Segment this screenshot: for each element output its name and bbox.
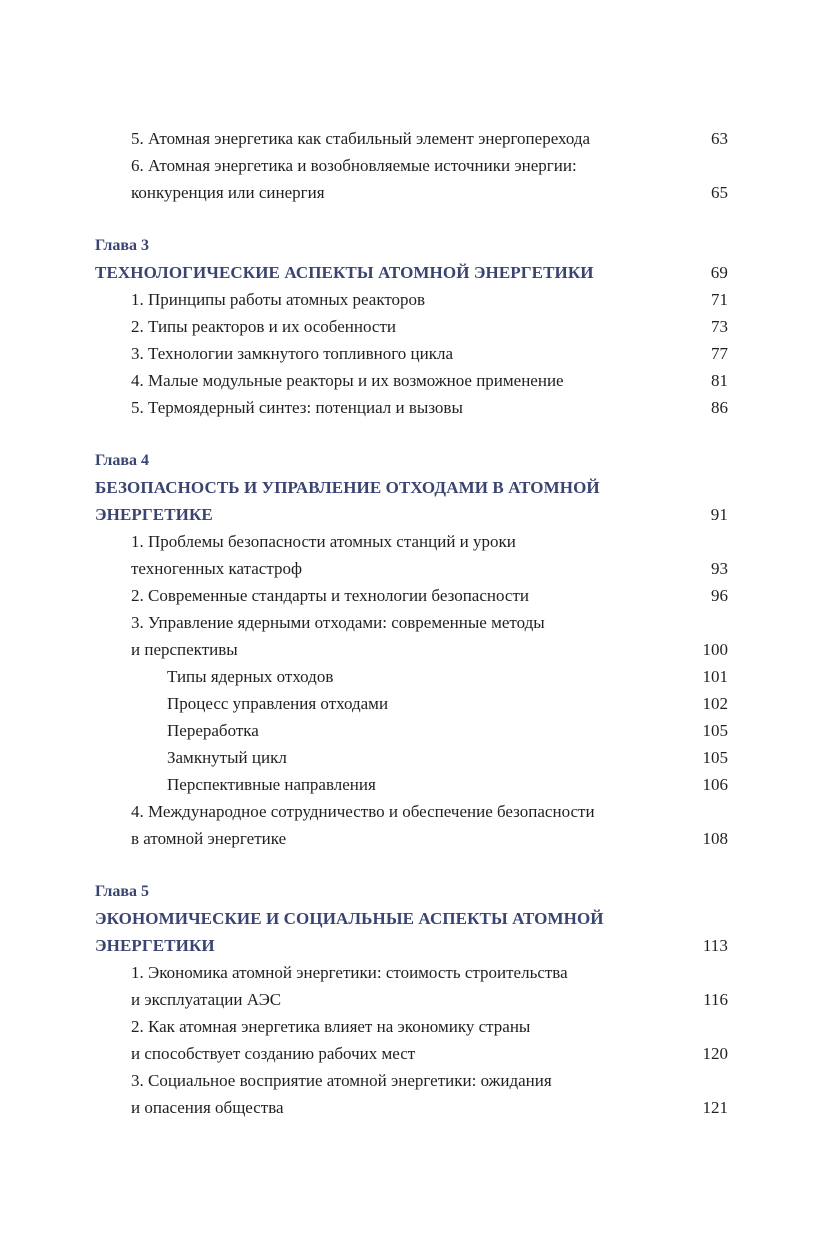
toc-page-number: 69 bbox=[710, 263, 728, 282]
toc-subentry bbox=[95, 744, 728, 771]
table-of-contents bbox=[95, 125, 728, 1121]
toc-subentry bbox=[95, 690, 728, 717]
toc-subentry-text: Перспективные направления bbox=[167, 775, 376, 794]
toc-page-number: 91 bbox=[710, 505, 728, 524]
toc-entry-text: 3. Технологии замкнутого топливного цикла bbox=[131, 344, 454, 363]
toc-entry bbox=[95, 798, 728, 852]
chapter-title-text: ТЕХНОЛОГИЧЕСКИЕ АСПЕКТЫ АТОМНОЙ ЭНЕРГЕТИКИ bbox=[95, 263, 594, 282]
toc-entry-text: 5. Атомная энергетика как стабильный элемент энергоперехода bbox=[131, 129, 591, 148]
toc-entry-text: 2. Как атомная энергетика влияет на экономику страны bbox=[131, 1017, 531, 1036]
toc-entry-text: и опасения общества bbox=[131, 1098, 284, 1117]
toc-entry-text: 5. Термоядерный синтез: потенциал и вызовы bbox=[131, 398, 463, 417]
chapter-5 bbox=[95, 878, 728, 1121]
toc-entry bbox=[95, 528, 728, 582]
toc-subentry-text: Процесс управления отходами bbox=[167, 694, 389, 713]
chapter-title bbox=[95, 501, 728, 528]
chapter-title bbox=[95, 905, 728, 932]
chapter-title-text: ЭКОНОМИЧЕСКИЕ И СОЦИАЛЬНЫЕ АСПЕКТЫ АТОМНОЙ bbox=[95, 909, 604, 928]
chapter-label: Глава 5 bbox=[95, 883, 149, 900]
toc-entry bbox=[95, 313, 728, 340]
toc-entry-text: 1. Проблемы безопасности атомных станций и уроки bbox=[131, 532, 516, 551]
chapter-4 bbox=[95, 447, 728, 852]
chapter-3 bbox=[95, 232, 728, 421]
toc-entry bbox=[95, 367, 728, 394]
toc-entry bbox=[95, 609, 728, 798]
toc-entry bbox=[95, 1067, 728, 1121]
toc-page-number: 120 bbox=[702, 1044, 728, 1063]
toc-page-number: 108 bbox=[702, 829, 728, 848]
chapter-title bbox=[95, 932, 728, 959]
toc-entry bbox=[95, 394, 728, 421]
chapter-label: Глава 4 bbox=[95, 452, 149, 469]
toc-page-number: 81 bbox=[711, 371, 728, 390]
toc-entry bbox=[95, 286, 728, 313]
toc-page-number: 101 bbox=[702, 667, 728, 686]
chapter-title-text: ЭНЕРГЕТИКИ bbox=[95, 936, 215, 955]
toc-page-number: 105 bbox=[702, 721, 728, 740]
toc-subentry-text: Типы ядерных отходов bbox=[167, 667, 334, 686]
toc-page-number: 102 bbox=[702, 694, 728, 713]
toc-page-number: 100 bbox=[702, 640, 728, 659]
toc-page-number: 113 bbox=[702, 936, 728, 955]
toc-page-number: 106 bbox=[702, 775, 728, 794]
toc-subentry bbox=[95, 663, 728, 690]
chapter-title-text: ЭНЕРГЕТИКЕ bbox=[95, 505, 213, 524]
toc-entry-text: 3. Управление ядерными отходами: современные методы bbox=[131, 613, 545, 632]
toc-page-number: 77 bbox=[711, 344, 728, 363]
toc-page-number: 116 bbox=[703, 990, 728, 1009]
toc-entry-text: 3. Социальное восприятие атомной энергетики: ожидания bbox=[131, 1071, 552, 1090]
toc-entry bbox=[95, 152, 728, 206]
toc-entry bbox=[95, 582, 728, 609]
toc-page-number: 105 bbox=[702, 748, 728, 767]
toc-entry-text: в атомной энергетике bbox=[131, 829, 287, 848]
chapter-title bbox=[95, 259, 728, 286]
toc-entry bbox=[95, 340, 728, 367]
toc-page-number: 121 bbox=[702, 1098, 728, 1117]
toc-entry-text: и способствует созданию рабочих мест bbox=[131, 1044, 416, 1063]
toc-entry-text: и перспективы bbox=[131, 640, 238, 659]
toc-page-number: 93 bbox=[711, 559, 728, 578]
toc-entry-text: 1. Экономика атомной энергетики: стоимость строительства bbox=[131, 963, 568, 982]
toc-page-number: 65 bbox=[711, 183, 728, 202]
toc-entry-text: 4. Международное сотрудничество и обеспечение безопасности bbox=[131, 802, 595, 821]
toc-subentry bbox=[95, 717, 728, 744]
chapter-title-text: БЕЗОПАСНОСТЬ И УПРАВЛЕНИЕ ОТХОДАМИ В АТОМНОЙ bbox=[95, 478, 600, 497]
toc-entry-text: 2. Типы реакторов и их особенности bbox=[131, 317, 396, 336]
toc-subentry bbox=[95, 771, 728, 798]
toc-page-number: 63 bbox=[711, 129, 728, 148]
toc-entry-text: и эксплуатации АЭС bbox=[131, 990, 282, 1009]
toc-subentry-text: Замкнутый цикл bbox=[167, 748, 287, 767]
toc-entry-text: 2. Современные стандарты и технологии безопасности bbox=[131, 586, 529, 605]
chapter-label: Глава 3 bbox=[95, 237, 149, 254]
toc-entry bbox=[95, 125, 728, 152]
chapter-title bbox=[95, 474, 728, 501]
toc-page-number: 86 bbox=[711, 398, 728, 417]
toc-entry bbox=[95, 959, 728, 1013]
toc-entry-text: конкуренция или синергия bbox=[131, 183, 325, 202]
toc-page-number: 73 bbox=[711, 317, 728, 336]
toc-entry-text: 4. Малые модульные реакторы и их возможное применение bbox=[131, 371, 564, 390]
toc-entry bbox=[95, 1013, 728, 1067]
toc-entry-text: 6. Атомная энергетика и возобновляемые источники энергии: bbox=[131, 156, 577, 175]
toc-entry-text: 1. Принципы работы атомных реакторов bbox=[131, 290, 426, 309]
toc-subentry-text: Переработка bbox=[167, 721, 259, 740]
toc-page-number: 96 bbox=[711, 586, 728, 605]
toc-entry-text: техногенных катастроф bbox=[131, 559, 302, 578]
toc-page-number: 71 bbox=[711, 290, 728, 309]
